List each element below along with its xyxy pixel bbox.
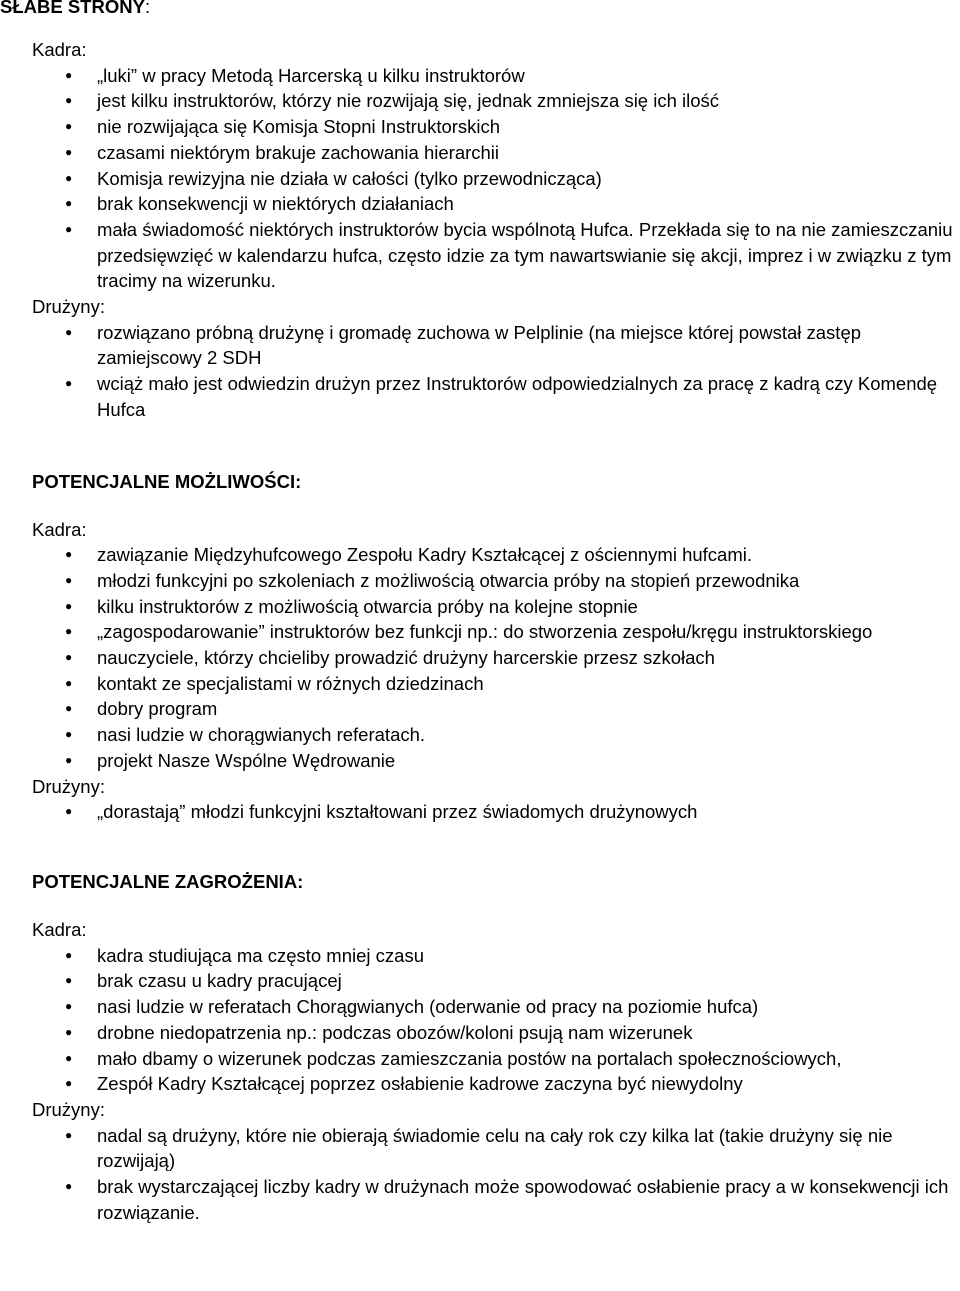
bullet-icon: ● — [65, 1076, 73, 1091]
list-threats-druzyny — [0, 1123, 960, 1226]
list-item — [0, 1123, 960, 1174]
list-item — [0, 217, 960, 294]
bullet-icon: ● — [65, 973, 73, 988]
bullet-icon: ● — [65, 675, 73, 690]
list-item — [0, 1174, 960, 1225]
bullet-icon: ● — [65, 598, 73, 613]
section-title-text: SŁABE STRONY — [0, 0, 145, 17]
bullet-icon: ● — [65, 752, 73, 767]
list-item — [0, 943, 960, 969]
section-title-weak-points — [0, 0, 960, 20]
list-item-text: „zagospodarowanie” instruktorów bez funkcji np.: do stworzenia zespołu/kręgu instruktorskiego — [97, 621, 873, 643]
list-item-text: zawiązanie Międzyhufcowego Zespołu Kadry Kształcącej z ościennymi hufcami. — [97, 544, 752, 566]
bullet-icon: ● — [65, 93, 73, 108]
subhead-kadra: Kadra: — [32, 39, 87, 60]
list-item-text: wciąż mało jest odwiedzin drużyn przez Instruktorów odpowiedzialnych za pracę z kadrą czy Komendę Hufca — [97, 373, 938, 420]
bullet-icon: ● — [65, 170, 73, 185]
bullet-icon: ● — [65, 701, 73, 716]
bullet-icon: ● — [65, 547, 73, 562]
list-weak-druzyny — [0, 320, 960, 423]
list-item-text: jest kilku instruktorów, którzy nie rozwijają się, jednak zmniejsza się ich ilość — [97, 90, 720, 112]
section-title-colon: : — [144, 0, 151, 17]
list-item — [0, 140, 960, 166]
subhead-druzyny: Drużyny: — [32, 296, 105, 318]
list-item-text: rozwiązano próbną drużynę i gromadę zuchowa w Pelplinie (na miejsce której powstał zastęp zamiejscowy 2 SDH — [97, 321, 862, 369]
list-item-text: nasi ludzie w chorągwianych referatach. — [97, 724, 426, 746]
list-item-text: „luki” w pracy Metodą Harcerską u kilku instruktorów — [97, 64, 525, 86]
list-item-text: nadal są drużyny, które nie obierają świadomie celu na cały rok czy kilka lat (takie drużyny się nie rozwijają) — [97, 1124, 893, 1172]
section-title-threats: POTENCJALNE ZAGROŻENIA: — [32, 870, 304, 892]
bullet-icon: ● — [65, 999, 73, 1014]
list-item-text: mało dbamy o wizerunek podczas zamieszczania postów na portalach społecznościowych, — [97, 1047, 842, 1069]
list-item-text: drobne niedopatrzenia np.: podczas obozów/koloni psują nam wizerunek — [97, 1021, 693, 1043]
list-opportunities-kadra — [0, 542, 960, 773]
bullet-icon: ● — [65, 727, 73, 742]
list-item — [0, 619, 960, 645]
list-item-text: brak czasu u kadry pracującej — [97, 970, 342, 992]
list-item-text: projekt Nasze Wspólne Wędrowanie — [97, 749, 396, 771]
bullet-icon: ● — [65, 376, 73, 391]
list-item — [0, 968, 960, 994]
list-item — [0, 994, 960, 1020]
bullet-icon: ● — [65, 1179, 73, 1194]
list-item-text: mała świadomość niektórych instruktorów bycia wspólnotą Hufca. Przekłada się to na nie zamieszczaniu przedsięwzięć w kalendarzu hufca, często idzie za tym nawartswianie się akcji, imprez i w związku z tym tracimy na wizerunku. — [97, 218, 953, 292]
list-item-text: młodzi funkcyjni po szkoleniach z możliwością otwarcia próby na stopień przewodnika — [97, 569, 800, 591]
subhead-druzyny: Drużyny: — [32, 775, 105, 797]
list-item-text: Komisja rewizyjna nie działa w całości (tylko przewodnicząca) — [97, 167, 602, 189]
subhead-kadra: Kadra: — [32, 918, 87, 940]
bullet-icon: ● — [65, 119, 73, 134]
list-item — [0, 114, 960, 140]
bullet-icon: ● — [65, 196, 73, 211]
bullet-icon: ● — [65, 1127, 73, 1142]
list-item-text: nasi ludzie w referatach Chorągwianych (oderwanie od pracy na poziomie hufca) — [97, 996, 759, 1018]
list-item-text: kadra studiująca ma często mniej czasu — [97, 944, 424, 966]
list-item — [0, 320, 960, 371]
list-item — [0, 594, 960, 620]
list-item — [0, 63, 960, 89]
list-item — [0, 1046, 960, 1072]
list-item — [0, 799, 960, 825]
list-item-text: kontakt ze specjalistami w różnych dziedzinach — [97, 672, 484, 694]
list-item-text: brak wystarczającej liczby kadry w drużynach może spowodować osłabienie pracy a w konsekwencji ich rozwiązanie. — [97, 1176, 949, 1223]
bullet-icon: ● — [65, 144, 73, 159]
bullet-icon: ● — [65, 67, 73, 82]
section-title-opportunities: POTENCJALNE MOŻLIWOŚCI: — [32, 470, 302, 492]
bullet-icon: ● — [65, 1050, 73, 1065]
list-item — [0, 166, 960, 192]
list-item — [0, 191, 960, 217]
bullet-icon: ● — [65, 624, 73, 639]
list-item-text: nie rozwijająca się Komisja Stopni Instruktorskich — [97, 116, 501, 138]
list-item-text: Zespół Kadry Kształcącej poprzez osłabienie kadrowe zaczyna być niewydolny — [97, 1073, 743, 1095]
list-item — [0, 722, 960, 748]
list-threats-kadra — [0, 943, 960, 1097]
list-item-text: nauczyciele, którzy chcieliby prowadzić drużyny harcerskie przesz szkołach — [97, 647, 715, 669]
list-item — [0, 645, 960, 671]
list-item — [0, 542, 960, 568]
list-item — [0, 696, 960, 722]
bullet-icon: ● — [65, 324, 73, 339]
list-opportunities-druzyny — [0, 799, 960, 825]
bullet-icon: ● — [65, 804, 73, 819]
subhead-kadra: Kadra: — [32, 518, 87, 540]
list-item — [0, 88, 960, 114]
list-item — [0, 1020, 960, 1046]
list-item — [0, 671, 960, 697]
list-item-text: dobry program — [97, 698, 218, 720]
list-item-text: „dorastają” młodzi funkcyjni kształtowani przez świadomych drużynowych — [97, 801, 698, 823]
list-item — [0, 568, 960, 594]
subhead-druzyny: Drużyny: — [32, 1098, 105, 1120]
bullet-icon: ● — [65, 650, 73, 665]
list-item-text: brak konsekwencji w niektórych działaniach — [97, 193, 454, 215]
list-item-text: czasami niektórym brakuje zachowania hierarchii — [97, 141, 500, 163]
list-item — [0, 371, 960, 422]
bullet-icon: ● — [65, 221, 73, 236]
list-item — [0, 1071, 960, 1097]
list-item — [0, 748, 960, 774]
bullet-icon: ● — [65, 947, 73, 962]
bullet-icon: ● — [65, 572, 73, 587]
list-weak-kadra — [0, 63, 960, 294]
list-item-text: kilku instruktorów z możliwością otwarcia próby na kolejne stopnie — [97, 595, 638, 617]
bullet-icon: ● — [65, 1024, 73, 1039]
